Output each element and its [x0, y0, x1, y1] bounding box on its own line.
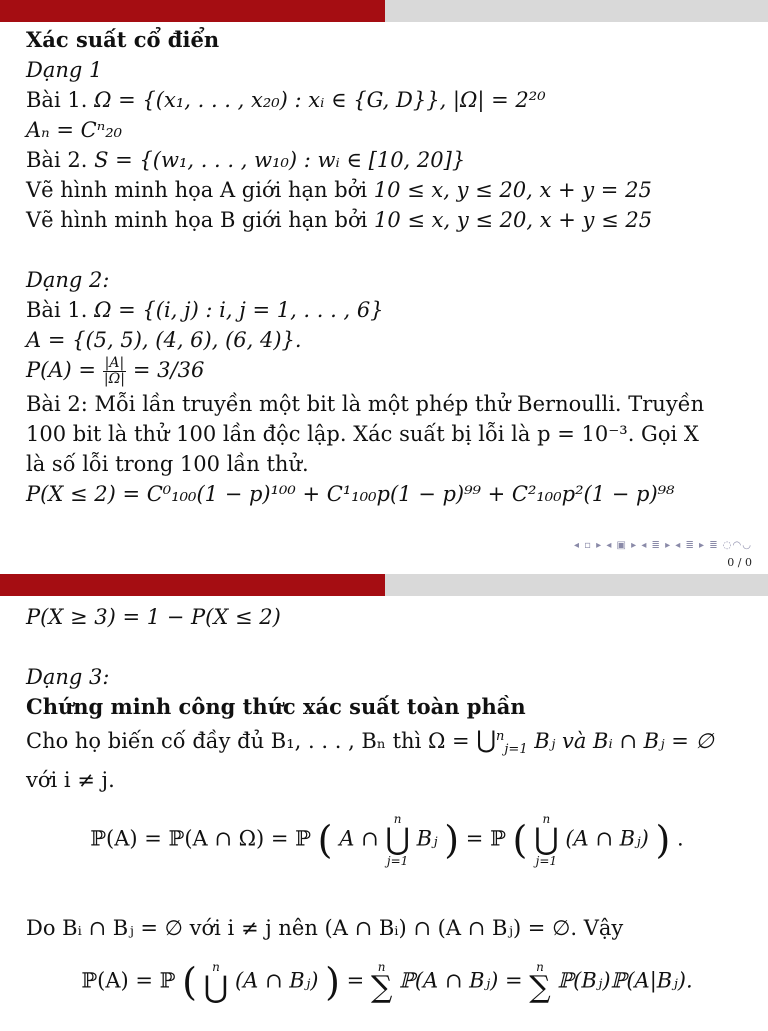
eq2-union [203, 960, 229, 1006]
header-bar-red [0, 0, 385, 22]
eq2-b: (A ∩ Bⱼ) [234, 968, 319, 993]
eq1-paren-close: ) [444, 818, 460, 863]
eq2-paren-close: ) [325, 960, 340, 1005]
ve-b-math: 10 ≤ x, y ≤ 20, x + y ≤ 25 [374, 208, 653, 232]
equation-2 [26, 961, 748, 1031]
set-a-line: A = {(5, 5), (4, 6), (6, 4)}. [26, 328, 302, 352]
eq2-a: ℙ(A) = ℙ [81, 968, 176, 993]
eq1-paren-close-2: ) [655, 818, 671, 863]
beamer-nav-icons[interactable]: ◂ ▫ ▸ ◂ ▣ ▸ ◂ ≣ ▸ ◂ ≣ ▸ ≣ ◌◠◡ [573, 540, 752, 551]
page-number: 0 / 0 [727, 556, 752, 569]
pa-denominator: |Ω| [103, 371, 125, 387]
eq1-end: . [677, 826, 684, 851]
eq2-sum-2-upper: n [536, 960, 544, 975]
eq1-c: Bⱼ [416, 826, 438, 851]
equation-1 [26, 813, 748, 903]
d2-bai1-label: Bài 1. [26, 298, 88, 322]
bai1-math: Ω = {(x₁, . . . , x₂₀) : xᵢ ∈ {G, D}}, |Ω| = 2²⁰ [94, 88, 546, 112]
union-symbol: ⋃ [203, 970, 229, 1006]
eq2-sum-2 [529, 960, 551, 1006]
ve-a-math: 10 ≤ x, y ≤ 20, x + y = 25 [373, 178, 652, 202]
union-symbol: ⋃ [385, 822, 410, 858]
header-bar-grey [385, 0, 768, 22]
ve-a-text: Vẽ hình minh họa A giới hạn bởi [26, 178, 368, 202]
pa-fraction [103, 356, 127, 387]
eq1-paren-open-2: ( [512, 818, 528, 863]
pa-right: = 3/36 [132, 358, 205, 382]
bai2-line [26, 145, 748, 175]
bai2-para-3: là số lỗi trong 100 lần thử. [26, 452, 309, 476]
slide-header-bar [0, 0, 768, 22]
do-line: Do Bᵢ ∩ Bⱼ = ∅ với i ≠ j nên (A ∩ Bᵢ) ∩ (A ∩ Bⱼ) = ∅. Vậy [26, 916, 624, 941]
header-bar-red [0, 574, 385, 596]
ve-a-line [26, 175, 748, 205]
bai1-label: Bài 1. [26, 88, 88, 112]
spacer [26, 235, 748, 265]
sum-symbol: ∑ [529, 970, 551, 1006]
eq2-d: ℙ(A ∩ Bⱼ) = [399, 968, 523, 993]
union-upper: n [496, 729, 505, 744]
eq2-union-upper: n [212, 960, 220, 975]
eq2-sum-1-upper: n [377, 960, 386, 975]
eq1-union-2 [534, 813, 559, 867]
bai2-para-2: 100 bit là thử 100 lần độc lập. Xác suất bị lỗi là p = 10⁻³. Gọi X [26, 422, 699, 446]
eq2-sum-1 [370, 960, 393, 1006]
eq1-union-1 [385, 813, 410, 867]
para-1 [26, 722, 748, 765]
pa-left: P(A) = [26, 358, 96, 382]
slide-2-content [26, 602, 748, 1031]
px3-line: P(X ≥ 3) = 1 − P(X ≤ 2) [26, 605, 281, 629]
sum-symbol: ∑ [370, 970, 393, 1006]
px-formula: P(X ≤ 2) = C⁰₁₀₀(1 − p)¹⁰⁰ + C¹₁₀₀p(1 − p)⁹⁹ + C²₁₀₀p²(1 − p)⁹⁸ [26, 482, 675, 506]
ve-b-text: Vẽ hình minh họa B giới hạn bởi [26, 208, 368, 232]
an-line: Aₙ = Cⁿ₂₀ [26, 118, 123, 142]
eq1-union-1-lower: j=1 [386, 854, 409, 869]
bai1-line [26, 85, 748, 115]
para-1-math: Bⱼ và Bᵢ ∩ Bⱼ = ∅ [534, 729, 714, 753]
eq1-union-1-upper: n [393, 812, 402, 827]
header-bar-grey [385, 574, 768, 596]
eq1-d: = ℙ [465, 826, 506, 851]
ve-b-line [26, 205, 748, 235]
union-symbol: ⋃ [534, 822, 559, 858]
section-dang-2: Dạng 2: [26, 268, 110, 292]
union-symbol: ⋃ [476, 726, 497, 754]
eq1-union-2-upper: n [542, 812, 551, 827]
bai2-para-1: Bài 2: Mỗi lần truyền một bit là một phép thử Bernoulli. Truyền [26, 392, 705, 416]
eq1-a: ℙ(A) = ℙ(A ∩ Ω) = ℙ [90, 826, 311, 851]
eq1-e: (A ∩ Bⱼ) [565, 826, 649, 851]
union-lower: j=1 [504, 742, 528, 758]
bai2-math: S = {(w₁, . . . , w₁₀) : wᵢ ∈ [10, 20]} [94, 148, 466, 172]
section-dang-1: Dạng 1 [26, 58, 103, 82]
slide-2 [0, 574, 768, 1024]
eq1-b: A ∩ [339, 826, 379, 851]
pa-numerator: |A| [104, 355, 125, 371]
eq1-union-2-lower: j=1 [535, 854, 558, 869]
bai2-label: Bài 2. [26, 148, 88, 172]
eq2-e: ℙ(Bⱼ)ℙ(A|Bⱼ). [557, 968, 693, 993]
section-heading: Chứng minh công thức xác suất toàn phần [26, 694, 526, 719]
para-2: với i ≠ j. [26, 768, 115, 793]
slide-header-bar [0, 574, 768, 596]
d2-bai1-line [26, 295, 748, 325]
slide-1-content [26, 25, 748, 509]
d2-bai1-math: Ω = {(i, j) : i, j = 1, . . . , 6} [94, 298, 384, 322]
eq2-c: = [346, 968, 365, 993]
eq1-paren-open: ( [317, 818, 333, 863]
spacer [26, 632, 748, 662]
slide-title: Xác suất cổ điển [26, 27, 220, 52]
section-dang-3: Dạng 3: [26, 665, 110, 689]
para-1-text: Cho họ biến cố đầy đủ B₁, . . . , Bₙ thì Ω = [26, 729, 470, 753]
eq2-paren-open: ( [182, 960, 197, 1005]
pa-line [26, 355, 748, 389]
